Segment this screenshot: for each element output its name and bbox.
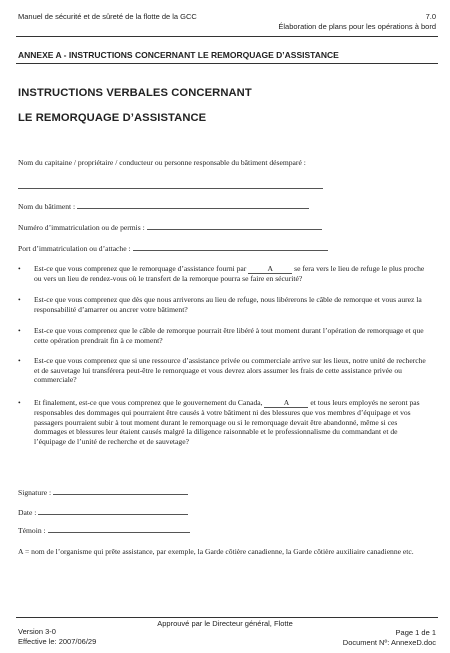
vessel-field-label: Nom du bâtiment : [18, 202, 76, 211]
footer-rule [16, 617, 438, 618]
page-number: Page 1 de 1 [395, 628, 436, 637]
registration-field [18, 221, 322, 232]
witness-label: Témoin : [18, 526, 46, 535]
question-item [18, 264, 428, 284]
effective-date: Effective le: 2007/06/29 [18, 637, 97, 646]
footnote [18, 547, 430, 557]
section-number: 7.0 [425, 12, 436, 21]
vessel-field-line[interactable] [77, 200, 309, 209]
section-header [278, 12, 436, 32]
version-info [18, 627, 96, 647]
bullet-icon: • [18, 356, 21, 365]
witness-line[interactable] [48, 524, 190, 533]
question-text: se fera vers le lieu de refuge le plus proche ou vers un lieu de rendez-vous où le transfert de la remorque pourra se faire en sécurité? [34, 264, 425, 283]
document-title-line1: INSTRUCTIONS VERBALES CONCERNANT [18, 87, 252, 99]
footnote-text: A = nom de l’organisme qui prête assistance, par exemple, la Garde côtière canadienne, la Garde côtière auxiliaire canadienne etc. [18, 547, 414, 556]
version-label: Version 3-0 [18, 627, 56, 636]
document-number: Document Nº: AnnexeD.doc [342, 638, 436, 647]
bullet-icon: • [18, 398, 21, 407]
signature-label: Signature : [18, 488, 52, 497]
captain-field-line[interactable] [18, 188, 323, 189]
page-info [343, 628, 436, 648]
question-text: Est-ce que vous comprenez que dès que nous arriverons au lieu de refuge, nous libérerons le câble de remorque et vous aurez la responsabilité d’amarrer ou ancrer votre bâtiment? [34, 295, 422, 314]
witness-field [18, 524, 190, 535]
organization-blank: A [264, 399, 308, 408]
section-title: Élaboration de plans pour les opérations à bord [278, 22, 436, 31]
bullet-icon: • [18, 264, 21, 273]
question-item [18, 398, 428, 446]
annex-rule [16, 63, 438, 64]
header-rule [16, 36, 438, 37]
manual-title: Manuel de sécurité et de sûreté de la flotte de la GCC [18, 12, 197, 21]
question-text: et tous leurs employés ne seront pas responsables des dommages qui pourraient être causés à votre bâtiment ni des blessures que vos membres d’équipage et vos passagers pourraient subir à tout moment durant le remorquage ou si le remorquage devait être abandonné, même si ces dommages et blessures leur étaient causés malgré la diligence raisonnable et le professionnalisme du commandant et de l’équipage de l’unité de recherche et de sauvetage? [34, 398, 420, 446]
question-item [18, 295, 428, 314]
captain-field-label: Nom du capitaine / propriétaire / conducteur ou personne responsable du bâtiment désemparé : [18, 158, 306, 167]
registration-field-line[interactable] [147, 221, 322, 230]
registration-field-label: Numéro d’immatriculation ou de permis : [18, 223, 145, 232]
question-item [18, 326, 428, 345]
question-text: Est-ce que vous comprenez que si une ressource d’assistance privée ou commerciale arrive sur les lieux, notre unité de recherche et de sauvetage lui transférera peut-être le remorquage et vous devrez alors assumer les frais de cette assistance privée ou commerciale? [34, 356, 426, 385]
question-text: Et finalement, est-ce que vous comprenez que le gouvernement du Canada, [34, 398, 263, 407]
organization-blank: A [248, 265, 292, 274]
approval-note: Approuvé par le Directeur général, Flotte [157, 619, 293, 628]
question-text: Est-ce que vous comprenez que le câble de remorque pourrait être libéré à tout moment durant l’opération de remorquage et que cette opération prendrait fin à ce moment? [34, 326, 424, 345]
signature-field [18, 486, 188, 497]
date-field [18, 506, 188, 517]
port-field-label: Port d’immatriculation ou d’attache : [18, 244, 131, 253]
question-item [18, 356, 428, 385]
bullet-icon: • [18, 326, 21, 335]
date-line[interactable] [38, 506, 188, 515]
date-label: Date : [18, 508, 37, 517]
vessel-field [18, 200, 309, 211]
bullet-icon: • [18, 295, 21, 304]
port-field-line[interactable] [133, 242, 328, 251]
port-field [18, 242, 328, 253]
question-text: Est-ce que vous comprenez que le remorquage d’assistance fourni par [34, 264, 247, 273]
document-title-line2: LE REMORQUAGE D’ASSISTANCE [18, 112, 207, 124]
annex-title: ANNEXE A - INSTRUCTIONS CONCERNANT LE REMORQUAGE D’ASSISTANCE [18, 50, 339, 60]
signature-line[interactable] [53, 486, 188, 495]
